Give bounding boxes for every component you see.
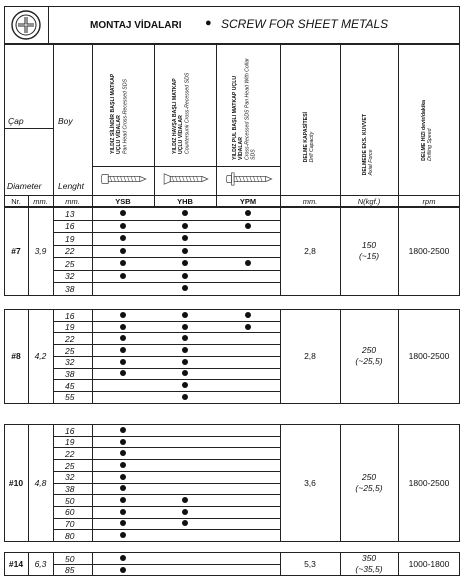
group-drilling-speed: 1800-2500	[408, 350, 450, 361]
hdr-sep	[4, 128, 53, 129]
row-sep	[53, 391, 280, 392]
row-length: 25	[65, 258, 75, 269]
row-sep	[53, 356, 280, 357]
availability-dot-yhb	[182, 324, 188, 330]
row-sep	[53, 282, 280, 283]
col-ypm-tr: YILDIZ PUL BAŞLI MATKAP UÇLU VİDALAR	[232, 75, 245, 160]
unit-force: N(kgf.)	[357, 197, 381, 206]
row-length: 25	[65, 345, 75, 356]
availability-dot-ysb	[120, 324, 126, 330]
group-drilling-speed: 1000-1800	[408, 558, 450, 569]
availability-dot-ypm	[245, 223, 251, 229]
row-length: 38	[65, 283, 75, 294]
availability-dot-yhb	[182, 248, 188, 254]
availability-dot-yhb	[182, 359, 188, 365]
group-diameter: 6,3	[34, 558, 47, 569]
availability-dot-ysb	[120, 359, 126, 365]
availability-dot-ysb	[120, 223, 126, 229]
row-length: 38	[65, 369, 75, 379]
group-axial-force: 250	[361, 471, 377, 482]
group-drilling-speed: 1800-2500	[408, 245, 450, 256]
col-yhb-en: Countersunk Cross-Recessed SDS	[184, 72, 191, 154]
group-nr: #8	[11, 350, 21, 361]
group-nr: #14	[8, 558, 24, 569]
hdr-sep	[216, 44, 217, 207]
row-length: 45	[65, 380, 75, 391]
col-axial-en: Axial Force	[368, 149, 375, 176]
availability-dot-ysb	[120, 474, 126, 480]
availability-dot-yhb	[182, 347, 188, 353]
row-sep	[53, 379, 280, 380]
col-speed-tr: DELME HIZI devir/dakika	[421, 100, 427, 161]
availability-dot-ysb	[120, 555, 126, 561]
availability-dot-yhb	[182, 394, 188, 400]
col-ysb-tr: YILDIZ SİLİNDİR BAŞLI MATKAP UÇLU VİDALAR	[110, 73, 123, 154]
row-length: 32	[65, 472, 75, 483]
col-ypm-en: Cross-Recessed SDS Pan Head With Collar SDS	[244, 58, 257, 160]
col-axial-tr: DELMEDE EKS. KUVVET	[362, 114, 368, 176]
availability-dot-ysb	[120, 248, 126, 254]
unit-ysb: YSB	[115, 197, 131, 206]
availability-dot-ysb	[120, 439, 126, 445]
availability-dot-ysb	[120, 347, 126, 353]
row-length: 19	[65, 322, 75, 333]
row-length: 50	[65, 553, 75, 564]
row-sep	[53, 564, 280, 565]
availability-dot-ypm	[245, 312, 251, 318]
row-length: 13	[65, 208, 75, 219]
hdr-sep	[398, 44, 399, 207]
col-drill-title	[303, 112, 315, 162]
group-axial-force-kgf: (~15)	[358, 250, 380, 261]
col-ypm-title	[232, 56, 257, 160]
label-length: Lenght	[58, 181, 84, 191]
hdr-sep	[92, 44, 93, 207]
availability-dot-yhb	[182, 223, 188, 229]
availability-dot-ysb	[120, 567, 126, 573]
row-length: 70	[65, 519, 75, 530]
col-yhb-title	[172, 66, 191, 154]
group-axial-force-kgf: (~25,5)	[355, 482, 383, 493]
group-drill-capacity: 2,8	[304, 350, 316, 361]
row-sep	[53, 518, 280, 519]
col-axial-title	[362, 114, 374, 175]
label-cap: Çap	[8, 116, 24, 126]
row-length: 32	[65, 271, 75, 281]
row-sep	[53, 344, 280, 345]
row-sep	[53, 368, 280, 369]
row-length: 38	[65, 484, 75, 494]
group-nr: #7	[11, 245, 21, 256]
row-sep	[53, 506, 280, 507]
hdr-sep	[280, 44, 281, 207]
group-drilling-speed: 1800-2500	[408, 477, 450, 488]
group-axial-force: 150	[361, 239, 377, 250]
col-speed-title	[421, 100, 433, 161]
availability-dot-ysb	[120, 497, 126, 503]
row-length: 25	[65, 460, 75, 471]
group-drill-capacity: 3,6	[304, 477, 316, 488]
group-diameter: 3,9	[34, 245, 47, 256]
group-axial-force-kgf: (~25,5)	[355, 355, 383, 366]
hdr-sep	[4, 195, 460, 196]
row-sep	[53, 447, 280, 448]
group-nr: #10	[8, 477, 24, 488]
header-title-en: SCREW FOR SHEET METALS	[221, 17, 389, 31]
unit-mm-dia: mm.	[33, 197, 48, 206]
pan-head-screw-icon	[97, 172, 151, 186]
row-sep	[53, 494, 280, 495]
group-drill-capacity: 2,8	[304, 245, 316, 256]
row-length: 50	[65, 495, 75, 506]
row-sep	[53, 483, 280, 484]
unit-yhb: YHB	[177, 197, 193, 206]
countersunk-screw-icon	[159, 172, 213, 186]
group-drill-capacity: 5,3	[304, 558, 316, 569]
row-length: 22	[65, 448, 75, 459]
availability-dot-ysb	[120, 427, 126, 433]
col-yhb-tr: YILDIZ HAVŞA BAŞLI MATKAP UÇLU VİDALAR	[172, 78, 185, 154]
row-length: 22	[65, 333, 75, 344]
col-ysb-title	[110, 66, 129, 154]
hdr-sep	[92, 166, 280, 167]
hdr-sep	[340, 44, 341, 207]
hdr-sep	[53, 44, 54, 207]
availability-dot-yhb	[182, 382, 188, 388]
group-diameter: 4,2	[34, 350, 47, 361]
row-sep	[53, 459, 280, 460]
row-length: 85	[65, 565, 75, 576]
col-drill-en: Drill Capacity	[309, 131, 316, 163]
group-axial-force-kgf: (~35,5)	[355, 563, 383, 574]
availability-dot-ysb	[120, 312, 126, 318]
header-title-tr: MONTAJ VİDALARI	[90, 20, 182, 31]
availability-dot-ysb	[120, 509, 126, 515]
unit-mm-drill: mm.	[302, 197, 318, 206]
row-length: 32	[65, 357, 75, 368]
unit-rpm: rpm	[422, 197, 436, 206]
label-diameter: Diameter	[7, 181, 42, 191]
unit-nr: Nr.	[11, 197, 21, 206]
header-divider	[48, 6, 49, 44]
hdr-sep	[154, 44, 155, 207]
label-boy: Boy	[58, 116, 73, 126]
row-length: 22	[65, 246, 75, 256]
group-axial-force: 350	[361, 552, 377, 563]
availability-dot-ysb	[120, 273, 126, 279]
unit-ypm: YPM	[239, 197, 257, 206]
row-sep	[53, 529, 280, 530]
col-speed-en: Drilling Speed	[427, 128, 434, 161]
availability-dot-yhb	[182, 312, 188, 318]
col-ysb-en: Pan Head Cross-Recessed SDS	[122, 79, 129, 154]
row-sep	[53, 257, 280, 258]
availability-dot-yhb	[182, 509, 188, 515]
row-length: 16	[65, 310, 75, 321]
row-sep	[53, 436, 280, 437]
availability-dot-yhb	[182, 273, 188, 279]
availability-dot-yhb	[182, 497, 188, 503]
logo-screw-icon	[10, 9, 42, 41]
row-length: 19	[65, 437, 75, 448]
group-diameter: 4,8	[34, 477, 47, 488]
row-length: 16	[65, 221, 75, 231]
unit-mm-len: mm.	[65, 197, 80, 206]
row-sep	[53, 232, 280, 233]
row-sep	[53, 332, 280, 333]
row-sep	[53, 220, 280, 221]
row-sep	[53, 245, 280, 246]
collar-screw-icon	[221, 172, 277, 186]
row-length: 60	[65, 507, 75, 518]
header-bullet: ●	[205, 17, 212, 29]
row-length: 80	[65, 530, 75, 541]
row-length: 19	[65, 233, 75, 244]
availability-dot-ysb	[120, 462, 126, 468]
row-length: 16	[65, 425, 75, 436]
row-sep	[53, 270, 280, 271]
row-length: 55	[65, 392, 75, 403]
row-sep	[53, 471, 280, 472]
col-drill-tr: DELME KAPASİTESİ	[303, 112, 309, 163]
availability-dot-ypm	[245, 324, 251, 330]
row-sep	[53, 321, 280, 322]
group-axial-force: 250	[361, 344, 377, 355]
